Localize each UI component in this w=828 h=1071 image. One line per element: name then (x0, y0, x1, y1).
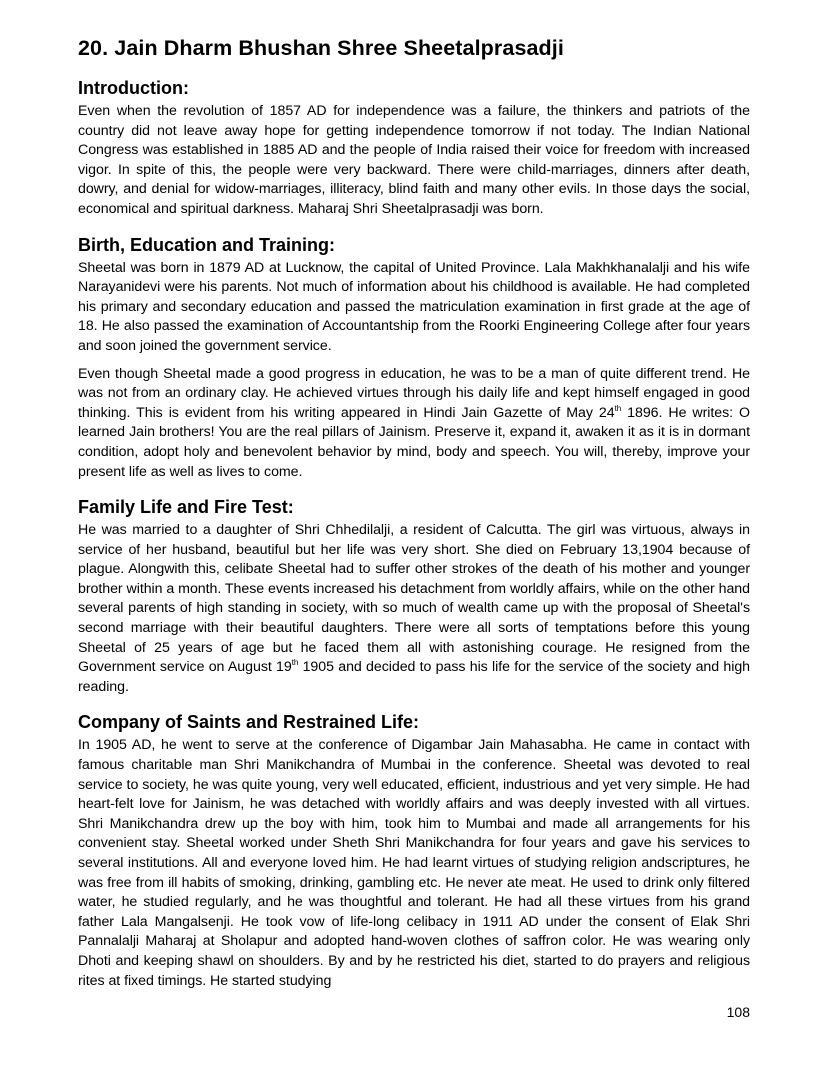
section-heading-company-of-saints: Company of Saints and Restrained Life: (78, 712, 420, 733)
paragraph-birth-1: Sheetal was born in 1879 AD at Lucknow, the capital of United Province. Lala Makhkhanalalji and his wife Narayanidevi were his parents. Not much of information about his childhood is available. He had completed his primary and secondary education and passed the matriculation examination in first grade at the age of 18. He also passed the examination of Accountantship from the Roorki Engineering College after four years and soon joined the government service. (78, 259, 750, 354)
section-introduction (78, 76, 750, 220)
section-company-of-saints (78, 710, 750, 991)
page-number: 108 (726, 1004, 750, 1020)
paragraph-company-of-saints: In 1905 AD, he went to serve at the conference of Digambar Jain Mahasabha. He came in contact with famous charitable man Shri Manikchandra of Mumbai in the conference. Sheetal was devoted to real service to society, he was quite young, very well educated, efficient, industrious and yet very simple. He had heart-felt love for Jainism, he was detached with worldly affairs and was deeply invested with all virtues. Shri Manikchandra drew up the boy with him, took him to Mumbai and made all arrangements for his convenient stay. Sheetal worked under Sheth Shri Manikchandra for four years and gave his services to several institutions. All and everyone loved him. He had learnt virtues of studying religion andscriptures, he was free from ill habits of smoking, drinking, gambling etc. He never ate meat. He used to drink only filtered water, he studied regularly, and he was thoughtful and tolerant. He had all these virtues from his grand father Lala Mangalsenji. He took vow of life-long celibacy in 1911 AD under the consent of Elak Shri Pannalalji Maharaj at Sholapur and adopted hand-woven clothes of saffron color. He was wearing only Dhoti and keeping shawl on shoulders. By and by he restricted his diet, started to do prayers and religious rites at fixed timings. He started studying (78, 737, 750, 989)
ordinal-superscript: th (291, 658, 299, 668)
paragraph-family-life (78, 521, 750, 697)
section-family-life (78, 495, 750, 697)
section-heading-family-life: Family Life and Fire Test: (78, 497, 294, 518)
paragraph-birth-2 (78, 365, 750, 483)
page-title: 20. Jain Dharm Bhushan Shree Sheetalprasadji (78, 36, 564, 60)
paragraph-birth-2-text-a: Even though Sheetal made a good progress in education, he was to be a man of quite different trend. He was not from an ordinary clay. He achieved virtues through his daily life and kept himself engaged in good thinking. This is evident from his writing appeared in Hindi Jain Gazette of May 24 (78, 365, 750, 421)
paragraph-family-text-a: He was married to a daughter of Shri Chhedilalji, a resident of Calcutta. The girl was virtuous, always in service of her husband, beautiful but her life was very short. She died on February 13,1904 because of plague. Alongwith this, celibate Sheetal had to suffer other strokes of the death of his mother and younger brother within a month. These events increased his detachment from worldly affairs, while on the other hand several parents of high standing in society, with so much of wealth came up with the proposal of Sheetal's second marriage with their beautiful daughters. There were all sorts of temptations before this young Sheetal of 25 years of age but he faced them all with astonishing courage. He resigned from the Government service on August 19 (78, 522, 750, 676)
document-page (78, 34, 750, 1004)
paragraph-family-text-b: 1905 and decided to pass his life for the service of the society and high reading. (78, 659, 751, 695)
section-heading-introduction: Introduction: (78, 78, 189, 98)
paragraph-introduction: Even when the revolution of 1857 AD for independence was a failure, the thinkers and patriots of the country did not leave away hope for getting independence tomorrow if not today. The Indian National Congress was established in 1885 AD and the people of India raised their voice for freedom with increased vigor. In spite of this, the people were very backward. There were child-marriages, dinners after death, dowry, and denial for widow-marriages, illiteracy, blind faith and many other evils. In those days the social, economical and spiritual darkness. Maharaj Shri Sheetalprasadji was born. (78, 103, 750, 217)
section-birth-education (78, 233, 750, 483)
section-heading-birth-education: Birth, Education and Training: (78, 234, 336, 255)
ordinal-superscript: th (614, 403, 622, 413)
paragraph-birth-2-text-b: 1896. He writes: O learned Jain brothers! You are the real pillars of Jainism. Preserve it, expand it, awaken it as it is in dormant condition, adopt holy and benevolent behavior by mind, body and speech. You will, thereby, improve your present life as well as lives to come. (78, 404, 750, 480)
